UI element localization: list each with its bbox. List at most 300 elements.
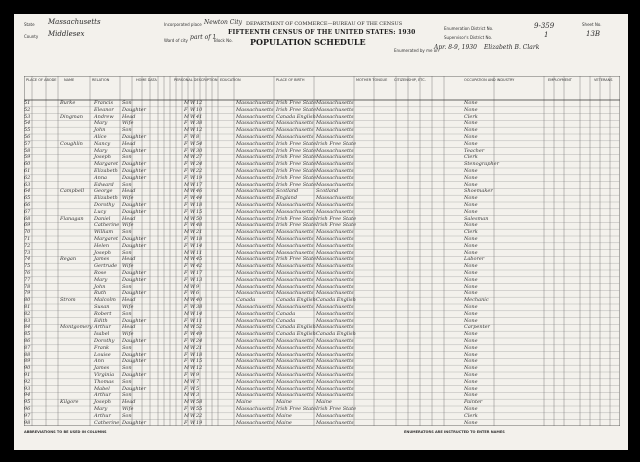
sheet-value: 13B <box>586 30 601 38</box>
age-cell: 38 <box>196 120 203 127</box>
given-name-cell: William <box>94 229 114 236</box>
occupation-cell: None <box>464 100 478 106</box>
relation-cell: Daughter <box>122 338 146 344</box>
mother-birthplace-cell: Massachusetts <box>316 412 354 419</box>
birthplace-cell: Massachusetts <box>236 236 274 242</box>
age-cell: 19 <box>196 419 203 426</box>
birthplace-cell: Massachusetts <box>236 310 274 317</box>
birthplace-cell: Massachusetts <box>236 365 274 372</box>
line-number: 98 <box>24 419 31 426</box>
race-cell: W <box>190 338 196 344</box>
sex-cell: M <box>184 297 190 304</box>
sex-cell: F <box>184 134 188 140</box>
father-birthplace-cell: England <box>276 195 298 202</box>
occupation-cell: None <box>464 270 478 276</box>
sex-cell: F <box>184 168 188 174</box>
race-cell: W <box>190 351 196 358</box>
line-number: 80 <box>24 297 31 304</box>
birthplace-cell: Massachusetts <box>236 270 274 276</box>
sex-cell: F <box>184 304 188 310</box>
birthplace-cell: Massachusetts <box>236 358 274 365</box>
enumerator-name: Elizabeth B. Clark <box>484 44 540 51</box>
given-name-cell: Nancy <box>94 140 111 147</box>
given-name-cell: Malcolm <box>94 297 116 304</box>
relation-cell: Daughter <box>122 236 146 242</box>
age-cell: 44 <box>196 195 203 202</box>
schedule-title: POPULATION SCHEDULE <box>250 37 366 47</box>
race-cell: W <box>190 399 196 406</box>
relation-cell: Son <box>122 154 132 161</box>
race-cell: W <box>190 113 196 120</box>
birthplace-cell: Massachusetts <box>236 392 274 399</box>
given-name-cell: Mary <box>94 120 108 127</box>
sex-cell: F <box>184 208 188 215</box>
line-number: 76 <box>24 270 31 276</box>
relation-cell: Son <box>122 365 132 372</box>
occupation-cell: Salesman <box>464 215 489 222</box>
father-birthplace-cell: Massachusetts <box>276 202 314 208</box>
birthplace-cell: Massachusetts <box>236 229 274 236</box>
line-number: 85 <box>24 331 31 338</box>
mother-birthplace-cell: Massachusetts <box>316 378 354 385</box>
mother-birthplace-cell: Massachusetts <box>316 100 354 106</box>
given-name-cell: Eleanor <box>94 106 114 113</box>
sex-cell: M <box>184 113 190 120</box>
age-cell: 22 <box>196 168 203 174</box>
line-number: 67 <box>24 208 31 215</box>
race-cell: W <box>190 100 196 106</box>
line-number: 88 <box>24 351 31 358</box>
race-cell: W <box>190 406 196 412</box>
sex-cell: F <box>184 106 188 113</box>
birthplace-cell: Massachusetts <box>236 100 274 106</box>
father-birthplace-cell: Massachusetts <box>276 229 314 236</box>
occupation-cell: None <box>464 174 478 181</box>
occupation-cell: None <box>464 358 478 365</box>
sex-cell: F <box>184 270 188 276</box>
sex-cell: M <box>184 392 190 399</box>
age-cell: 38 <box>196 304 203 310</box>
relation-cell: Daughter <box>122 161 146 168</box>
sex-cell: F <box>184 276 188 283</box>
race-cell: W <box>190 283 196 290</box>
father-birthplace-cell: Massachusetts <box>276 351 314 358</box>
mother-birthplace-cell: Massachusetts <box>316 249 354 256</box>
race-cell: W <box>190 181 196 188</box>
age-cell: 11 <box>196 317 203 324</box>
line-number: 63 <box>24 181 31 188</box>
given-name-cell: Frank <box>94 344 110 351</box>
father-birthplace-cell: Massachusetts <box>276 242 314 249</box>
given-name-cell: Helen <box>94 242 110 249</box>
race-cell: W <box>190 385 196 392</box>
line-number: 55 <box>24 127 31 134</box>
column-group-label: RELATION <box>92 78 110 82</box>
occupation-cell: None <box>464 127 478 134</box>
sex-cell: F <box>184 406 188 412</box>
relation-cell: Daughter <box>122 106 146 113</box>
given-name-cell: Arthur <box>94 412 111 419</box>
line-number: 51 <box>24 100 31 106</box>
column-group-label: MOTHER TONGUE <box>356 78 388 82</box>
mother-birthplace-cell: Irish Free State <box>316 215 357 222</box>
line-number: 77 <box>24 276 31 283</box>
mother-birthplace-cell: Massachusetts <box>316 154 354 161</box>
enum-district-label: Enumeration District No. <box>444 26 494 31</box>
relation-cell: Head <box>122 140 136 147</box>
surname-cell: Strom <box>60 297 76 304</box>
given-name-cell: Edith <box>94 317 108 324</box>
supervisor-value: 1 <box>544 31 549 39</box>
sex-cell: F <box>184 385 188 392</box>
occupation-cell: None <box>464 222 478 229</box>
birthplace-cell: Massachusetts <box>236 208 274 215</box>
column-group-label: EMPLOYMENT <box>548 78 572 82</box>
given-name-cell: Edward <box>94 181 114 188</box>
mother-birthplace-cell: Massachusetts <box>316 338 354 344</box>
occupation-cell: None <box>464 392 478 399</box>
birthplace-cell: Massachusetts <box>236 385 274 392</box>
occupation-cell: None <box>464 317 478 324</box>
sex-cell: F <box>184 161 188 168</box>
father-birthplace-cell: Massachusetts <box>276 372 314 378</box>
mother-birthplace-cell: Massachusetts <box>316 181 354 188</box>
birthplace-cell: Massachusetts <box>236 120 274 127</box>
column-group-label: NAME <box>64 78 75 82</box>
occupation-cell: None <box>464 134 478 140</box>
relation-cell: Daughter <box>122 351 146 358</box>
age-cell: 48 <box>196 222 203 229</box>
birthplace-cell: Massachusetts <box>236 324 274 331</box>
given-name-cell: George <box>94 188 113 195</box>
race-cell: W <box>190 249 196 256</box>
given-name-cell: Mabel <box>94 385 110 392</box>
line-number: 69 <box>24 222 31 229</box>
sex-cell: M <box>184 412 190 419</box>
relation-cell: Daughter <box>122 270 146 276</box>
birthplace-cell: Massachusetts <box>236 331 274 338</box>
line-number: 95 <box>24 399 31 406</box>
father-birthplace-cell: Massachusetts <box>276 358 314 365</box>
race-cell: W <box>190 147 196 154</box>
relation-cell: Son <box>122 100 132 106</box>
mother-birthplace-cell: Massachusetts <box>316 365 354 372</box>
age-cell: 55 <box>196 406 203 412</box>
birthplace-cell: Massachusetts <box>236 283 274 290</box>
age-cell: 18 <box>196 202 203 208</box>
father-birthplace-cell: Massachusetts <box>276 236 314 242</box>
age-cell: 52 <box>196 324 203 331</box>
race-cell: W <box>190 161 196 168</box>
birthplace-cell: Massachusetts <box>236 154 274 161</box>
line-number: 73 <box>24 249 31 256</box>
mother-birthplace-cell: Massachusetts <box>316 236 354 242</box>
mother-birthplace-cell: Scotland <box>316 188 339 195</box>
line-number: 86 <box>24 338 31 344</box>
relation-cell: Head <box>122 399 136 406</box>
race-cell: W <box>190 344 196 351</box>
age-cell: 21 <box>196 344 203 351</box>
birthplace-cell: Massachusetts <box>236 134 274 140</box>
column-group-label: EDUCATION <box>220 78 241 82</box>
mother-birthplace-cell: Massachusetts <box>316 195 354 202</box>
sex-cell: F <box>184 236 188 242</box>
father-birthplace-cell: Irish Free State <box>276 256 317 263</box>
race-cell: W <box>190 310 196 317</box>
relation-cell: Son <box>122 412 132 419</box>
line-number: 78 <box>24 283 31 290</box>
father-birthplace-cell: Canada <box>276 317 296 324</box>
column-group-label: OCCUPATION AND INDUSTRY <box>464 78 515 82</box>
occupation-cell: None <box>464 331 478 338</box>
birthplace-cell: Massachusetts <box>236 147 274 154</box>
occupation-cell: Mechanic <box>464 297 489 304</box>
occupation-cell: Teacher <box>464 147 485 154</box>
relation-cell: Son <box>122 249 132 256</box>
sex-cell: M <box>184 100 190 106</box>
father-birthplace-cell: Irish Free State <box>276 140 317 147</box>
age-cell: 30 <box>196 147 203 154</box>
age-cell: 8 <box>196 134 200 140</box>
mother-birthplace-cell: Massachusetts <box>316 358 354 365</box>
line-number: 65 <box>24 195 31 202</box>
line-number: 97 <box>24 412 31 419</box>
relation-cell: Son <box>122 127 132 134</box>
sex-cell: M <box>184 324 190 331</box>
race-cell: W <box>190 236 196 242</box>
mother-birthplace-cell: Massachusetts <box>316 106 354 113</box>
race-cell: W <box>190 140 196 147</box>
race-cell: W <box>190 134 196 140</box>
occupation-cell: Clerk <box>464 412 478 419</box>
father-birthplace-cell: Irish Free State <box>276 406 317 412</box>
race-cell: W <box>190 304 196 310</box>
given-name-cell: John <box>94 127 106 134</box>
sex-cell: F <box>184 147 188 154</box>
line-number: 84 <box>24 324 31 331</box>
county-value: Middlesex <box>48 30 85 38</box>
sex-cell: F <box>184 222 188 229</box>
father-birthplace-cell: Massachusetts <box>276 127 314 134</box>
line-number: 87 <box>24 344 31 351</box>
mother-birthplace-cell: Canada English <box>316 297 356 304</box>
given-name-cell: James <box>94 256 110 263</box>
occupation-cell: None <box>464 236 478 242</box>
race-cell: W <box>190 392 196 399</box>
age-cell: 46 <box>196 188 203 195</box>
census-title: FIFTEENTH CENSUS OF THE UNITED STATES: 1930 <box>228 29 416 36</box>
age-cell: 3 <box>196 392 200 399</box>
age-cell: 41 <box>196 113 203 120</box>
mother-birthplace-cell: Massachusetts <box>316 202 354 208</box>
race-cell: W <box>190 297 196 304</box>
sex-cell: M <box>184 283 190 290</box>
father-birthplace-cell: Massachusetts <box>276 392 314 399</box>
birthplace-cell: Massachusetts <box>236 195 274 202</box>
given-name-cell: Daniel <box>94 215 111 222</box>
sex-cell: F <box>184 290 188 297</box>
birthplace-cell: Massachusetts <box>236 412 274 419</box>
sex-cell: M <box>184 181 190 188</box>
line-number: 58 <box>24 147 31 154</box>
race-cell: W <box>190 378 196 385</box>
line-number: 92 <box>24 378 31 385</box>
relation-cell: Daughter <box>122 372 146 378</box>
birthplace-cell: Massachusetts <box>236 256 274 263</box>
occupation-cell: Stenographer <box>464 161 499 168</box>
father-birthplace-cell: Massachusetts <box>276 385 314 392</box>
sex-cell: M <box>184 188 190 195</box>
age-cell: 15 <box>196 208 203 215</box>
occupation-cell: None <box>464 351 478 358</box>
sex-cell: M <box>184 154 190 161</box>
given-name-cell: Susan <box>94 304 110 310</box>
given-name-cell: Mary <box>94 147 108 154</box>
birthplace-cell: Massachusetts <box>236 140 274 147</box>
race-cell: W <box>190 222 196 229</box>
column-group-label: HOME DATA <box>136 78 157 82</box>
mother-birthplace-cell: Massachusetts <box>316 113 354 120</box>
relation-cell: Head <box>122 215 136 222</box>
given-name-cell: Dorothy <box>94 202 115 208</box>
mother-birthplace-cell: Massachusetts <box>316 208 354 215</box>
given-name-cell: Thomas <box>94 378 114 385</box>
mother-birthplace-cell: Massachusetts <box>316 168 354 174</box>
ward-value: part of 1 <box>190 34 217 41</box>
place-value: Newton City <box>204 19 243 26</box>
occupation-cell: None <box>464 106 478 113</box>
mother-birthplace-cell: Massachusetts <box>316 161 354 168</box>
sex-cell: F <box>184 263 188 270</box>
given-name-cell: Isabel <box>94 331 110 338</box>
line-number: 75 <box>24 263 31 270</box>
age-cell: 49 <box>196 331 203 338</box>
mother-birthplace-cell: Irish Free State <box>316 406 357 412</box>
sex-cell: M <box>184 310 190 317</box>
father-birthplace-cell: Irish Free State <box>276 222 317 229</box>
given-name-cell: Gertrude <box>94 263 118 270</box>
race-cell: W <box>190 419 196 426</box>
age-cell: 21 <box>196 229 203 236</box>
race-cell: W <box>190 106 196 113</box>
relation-cell: Daughter <box>122 174 146 181</box>
mother-birthplace-cell: Massachusetts <box>316 419 354 426</box>
age-cell: 10 <box>196 106 203 113</box>
mother-birthplace-cell: Massachusetts <box>316 256 354 263</box>
mother-birthplace-cell: Massachusetts <box>316 229 354 236</box>
line-number: 52 <box>24 106 31 113</box>
sex-cell: M <box>184 229 190 236</box>
line-number: 64 <box>24 188 31 195</box>
father-birthplace-cell: Massachusetts <box>276 365 314 372</box>
birthplace-cell: Massachusetts <box>236 202 274 208</box>
father-birthplace-cell: Irish Free State <box>276 147 317 154</box>
father-birthplace-cell: Irish Free State <box>276 154 317 161</box>
race-cell: W <box>190 412 196 419</box>
father-birthplace-cell: Massachusetts <box>276 249 314 256</box>
father-birthplace-cell: Massachusetts <box>276 134 314 140</box>
line-number: 79 <box>24 290 31 297</box>
line-number: 96 <box>24 406 31 412</box>
father-birthplace-cell: Massachusetts <box>276 378 314 385</box>
mother-birthplace-cell: Massachusetts <box>316 290 354 297</box>
line-number: 60 <box>24 161 31 168</box>
enumerated-value: Apr. 8-9, 1930 <box>434 44 477 51</box>
occupation-cell: None <box>464 290 478 297</box>
given-name-cell: John <box>94 283 106 290</box>
occupation-cell: None <box>464 276 478 283</box>
age-cell: 12 <box>196 100 203 106</box>
father-birthplace-cell: Irish Free State <box>276 100 317 106</box>
enumerated-label: Enumerated by me on <box>394 48 439 53</box>
age-cell: 18 <box>196 236 203 242</box>
given-name-cell: Margaret <box>94 236 119 242</box>
occupation-cell: None <box>464 249 478 256</box>
birthplace-cell: Massachusetts <box>236 290 274 297</box>
occupation-cell: None <box>464 120 478 127</box>
age-cell: 45 <box>196 256 203 263</box>
table-row <box>24 420 620 427</box>
race-cell: W <box>190 195 196 202</box>
given-name-cell: Margaret <box>94 161 119 168</box>
line-number: 82 <box>24 310 31 317</box>
relation-cell: Wife <box>122 304 134 310</box>
mother-birthplace-cell: Canada English <box>316 331 356 338</box>
birthplace-cell: Massachusetts <box>236 276 274 283</box>
occupation-cell: None <box>464 168 478 174</box>
race-cell: W <box>190 229 196 236</box>
birthplace-cell: Massachusetts <box>236 263 274 270</box>
race-cell: W <box>190 317 196 324</box>
birthplace-cell: Massachusetts <box>236 188 274 195</box>
mother-birthplace-cell: Irish Free State <box>316 222 357 229</box>
father-birthplace-cell: Irish Free State <box>276 215 317 222</box>
relation-cell: Daughter <box>122 202 146 208</box>
occupation-cell: None <box>464 344 478 351</box>
occupation-cell: None <box>464 263 478 270</box>
department-line: DEPARTMENT OF COMMERCE—BUREAU OF THE CENSUS <box>246 21 403 27</box>
given-name-cell: Mary <box>94 406 108 412</box>
race-cell: W <box>190 365 196 372</box>
age-cell: 27 <box>196 154 203 161</box>
given-name-cell: Lucy <box>94 208 107 215</box>
place-label: Incorporated place <box>164 22 202 27</box>
birthplace-cell: Massachusetts <box>236 406 274 412</box>
age-cell: 24 <box>196 161 203 168</box>
relation-cell: Daughter <box>122 134 146 140</box>
given-name-cell: Joseph <box>94 249 111 256</box>
father-birthplace-cell: Massachusetts <box>276 120 314 127</box>
race-cell: W <box>190 168 196 174</box>
age-cell: 13 <box>196 276 203 283</box>
race-cell: W <box>190 270 196 276</box>
line-number: 68 <box>24 215 31 222</box>
given-name-cell: James <box>94 365 110 372</box>
column-group-label: PERSONAL DESCRIPTION <box>174 78 218 82</box>
age-cell: 24 <box>196 338 203 344</box>
birthplace-cell: Maine <box>236 399 252 406</box>
mother-birthplace-cell: Massachusetts <box>316 310 354 317</box>
ward-label: Ward of city <box>164 38 188 43</box>
mother-birthplace-cell: Massachusetts <box>316 270 354 276</box>
age-cell: 17 <box>196 270 203 276</box>
mother-birthplace-cell: Massachusetts <box>316 304 354 310</box>
occupation-cell: Clerk <box>464 154 478 161</box>
sex-cell: F <box>184 317 188 324</box>
mother-birthplace-cell: Massachusetts <box>316 276 354 283</box>
line-number: 93 <box>24 385 31 392</box>
birthplace-cell: Massachusetts <box>236 222 274 229</box>
